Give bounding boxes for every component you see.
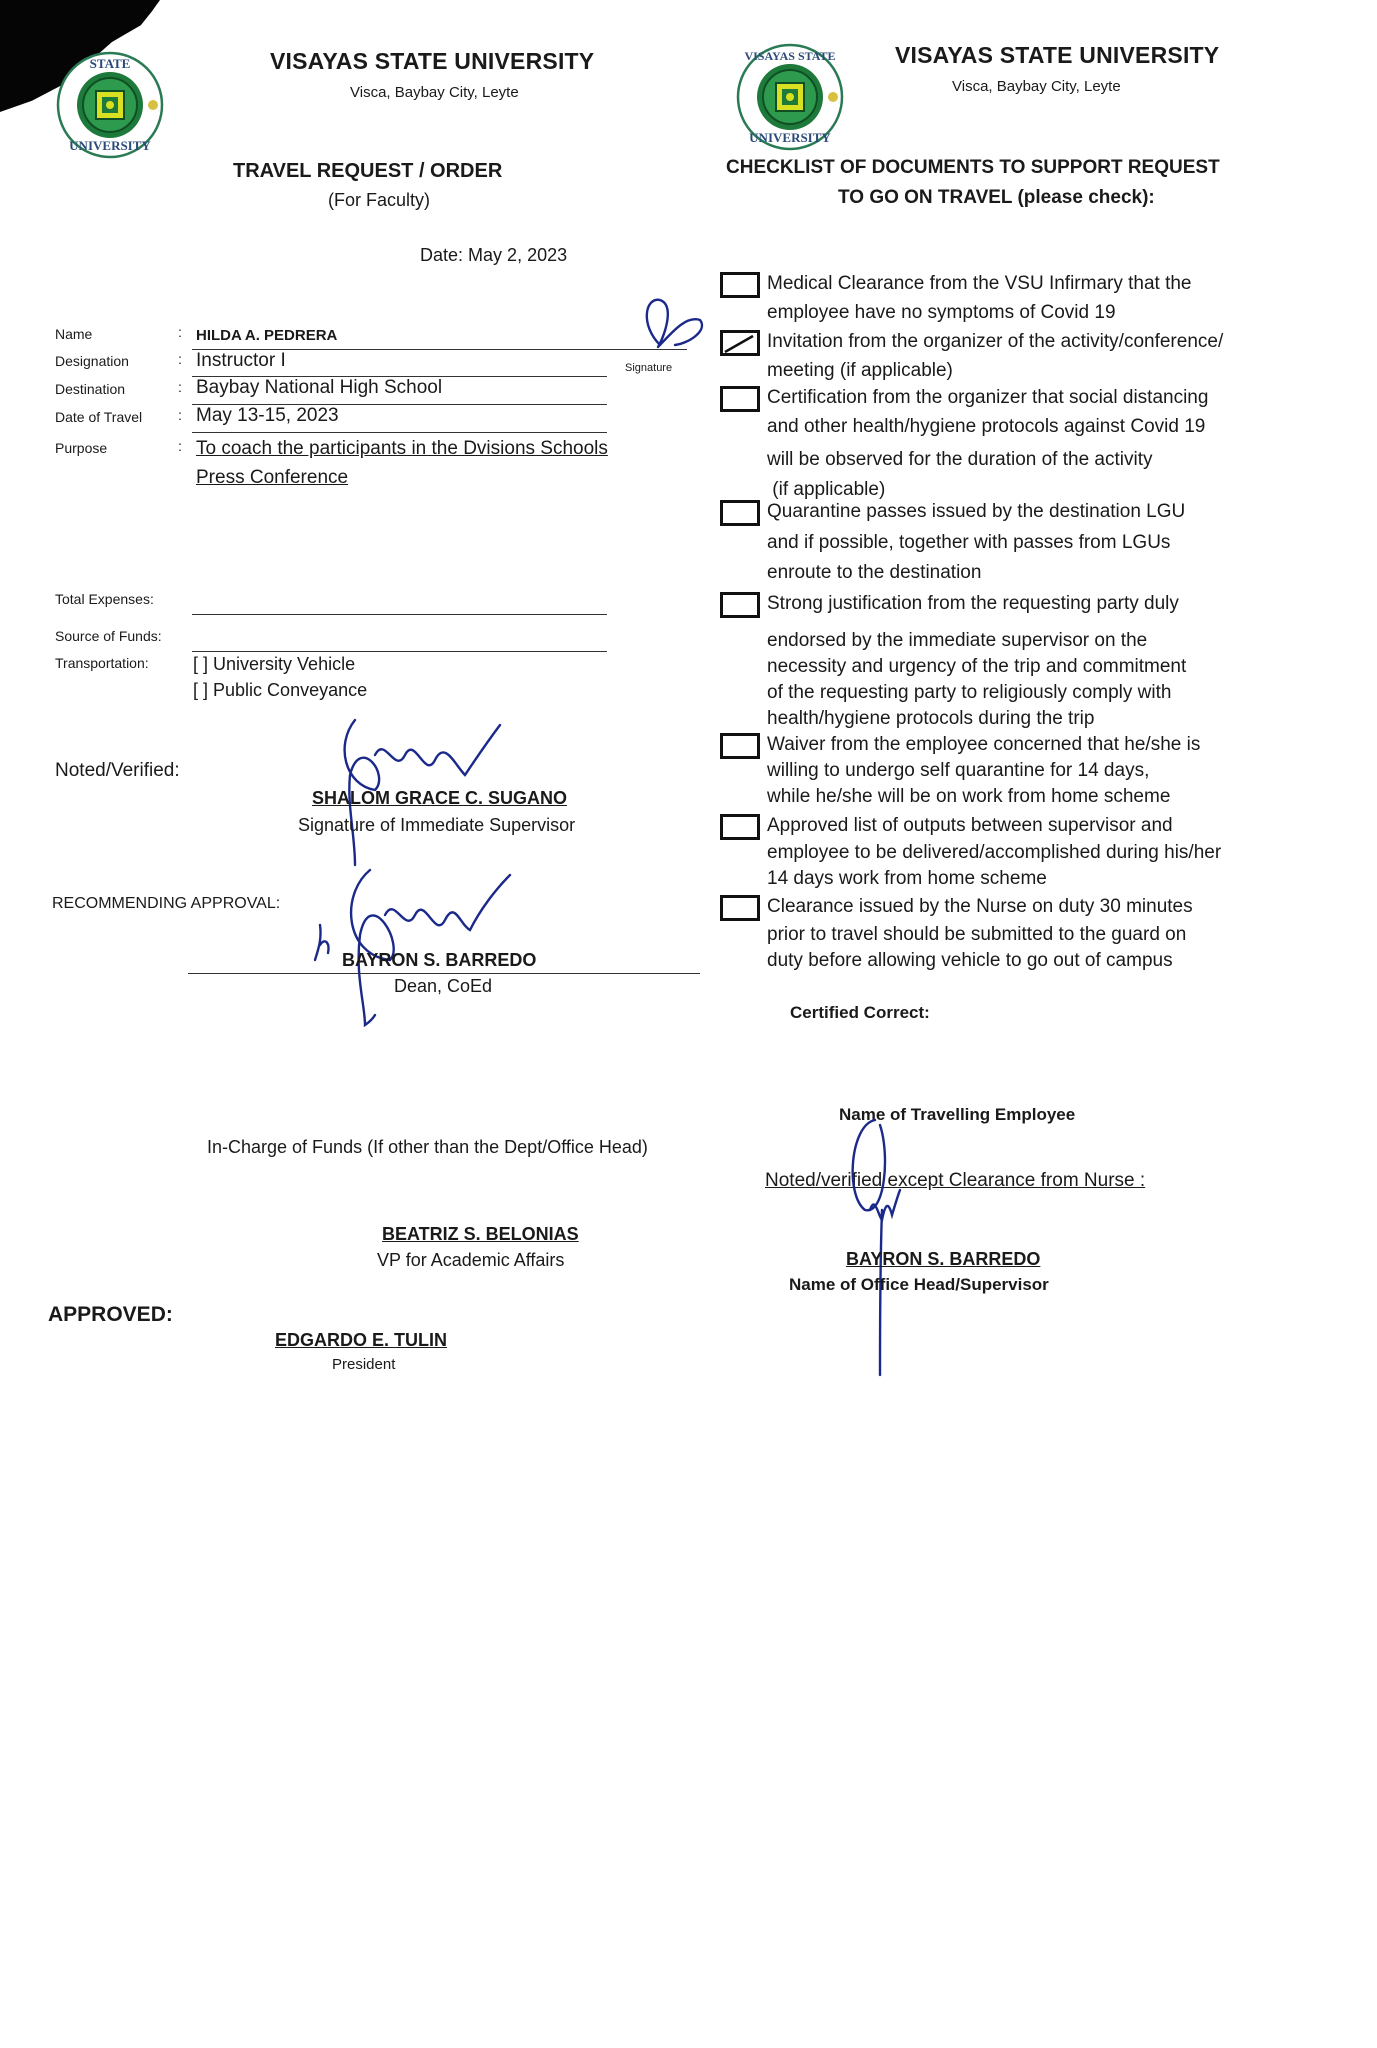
checklist-item-text: (if applicable): [767, 479, 886, 500]
checklist-item-text: Quarantine passes issued by the destination LGU: [767, 501, 1186, 522]
purpose-value-line1[interactable]: To coach the participants in the Dvisions Schools: [196, 438, 608, 459]
date-of-travel-label: Date of Travel: [55, 409, 143, 425]
checkbox-mark[interactable]: [ ]: [193, 654, 209, 674]
vsu-logo-icon: [55, 50, 165, 160]
checklist-item-text: Approved list of outputs between supervisor and: [767, 815, 1173, 836]
vsu-logo-icon: [735, 42, 845, 152]
office-head-name: BAYRON S. BARREDO: [846, 1249, 1041, 1269]
office-head-signature-icon: [830, 1115, 920, 1380]
checklist-checkbox[interactable]: [720, 592, 760, 618]
checklist-item-text: willing to undergo self quarantine for 14 days,: [767, 760, 1150, 781]
checklist-item-text: employee have no symptoms of Covid 19: [767, 302, 1116, 323]
checklist-item-text: meeting (if applicable): [767, 360, 953, 381]
checklist-item-text: employee to be delivered/accomplished during his/her: [767, 842, 1222, 863]
checklist-item-text: Waiver from the employee concerned that he/she is: [767, 734, 1201, 755]
checklist-item-text: Certification from the organizer that social distancing: [767, 387, 1209, 408]
dean-signature-icon: [310, 865, 530, 1030]
checklist-checkbox[interactable]: [720, 733, 760, 759]
checklist-item-text: Invitation from the organizer of the activity/conference/: [767, 331, 1224, 352]
noted-verified-label: Noted/Verified:: [55, 760, 180, 781]
president-title: President: [332, 1356, 396, 1373]
checklist-item-text: 14 days work from home scheme: [767, 868, 1047, 889]
checklist-item-text: while he/she will be on work from home scheme: [767, 786, 1171, 807]
check-mark-icon: [723, 333, 757, 353]
checklist-checkbox[interactable]: [720, 895, 760, 921]
approved-label: APPROVED:: [48, 1303, 173, 1326]
total-expenses-field[interactable]: [196, 590, 606, 610]
checklist-checkbox[interactable]: [720, 330, 760, 356]
checklist-item-text: and if possible, together with passes from LGUs: [767, 532, 1171, 553]
checklist-item-text: will be observed for the duration of the activity: [767, 449, 1153, 470]
date-of-travel-value[interactable]: May 13-15, 2023: [196, 405, 339, 426]
checklist-item-text: and other health/hygiene protocols against Covid 19: [767, 416, 1206, 437]
recommending-approval-label: RECOMMENDING APPROVAL:: [52, 895, 281, 912]
transport-option-public-conveyance[interactable]: [193, 680, 367, 701]
checklist-item-text: endorsed by the immediate supervisor on the: [767, 630, 1148, 651]
source-of-funds-underline: [192, 651, 607, 652]
noted-except-label: Noted/verified except Clearance from Nurse :: [765, 1170, 1146, 1191]
university-address: Visca, Baybay City, Leyte: [350, 84, 519, 101]
svg-text:UNIVERSITY: UNIVERSITY: [69, 138, 151, 153]
destination-value[interactable]: Baybay National High School: [196, 377, 443, 398]
colon: :: [178, 351, 182, 367]
option-label: University Vehicle: [213, 654, 356, 674]
checklist-item-text: health/hygiene protocols during the trip: [767, 708, 1095, 729]
purpose-label: Purpose: [55, 440, 108, 456]
checklist-item-text: of the requesting party to religiously comply with: [767, 682, 1172, 703]
svg-text:VISAYAS STATE: VISAYAS STATE: [744, 49, 836, 63]
checklist-item-text: Strong justification from the requesting party duly: [767, 593, 1179, 614]
designation-label: Designation: [55, 353, 129, 369]
university-address: Visca, Baybay City, Leyte: [952, 78, 1121, 95]
date-value: May 2, 2023: [468, 245, 568, 265]
date-label: Date:: [420, 245, 464, 265]
colon: :: [178, 379, 182, 395]
office-head-caption: Name of Office Head/Supervisor: [789, 1275, 1049, 1294]
total-expenses-underline: [192, 614, 607, 615]
checklist-item-text: Medical Clearance from the VSU Infirmary that the: [767, 273, 1192, 294]
option-label: Public Conveyance: [213, 680, 368, 700]
supervisor-caption: Signature of Immediate Supervisor: [298, 815, 576, 835]
checklist-item-text: duty before allowing vehicle to go out of campus: [767, 950, 1173, 971]
checklist-checkbox[interactable]: [720, 500, 760, 526]
checklist-checkbox[interactable]: [720, 386, 760, 412]
requester-signature-icon: [630, 295, 710, 355]
checklist-checkbox[interactable]: [720, 272, 760, 298]
svg-text:UNIVERSITY: UNIVERSITY: [749, 130, 831, 145]
checklist-title-line1: CHECKLIST OF DOCUMENTS TO SUPPORT REQUEST: [726, 157, 1220, 178]
source-of-funds-label: Source of Funds:: [55, 628, 162, 644]
in-charge-of-funds-label: In-Charge of Funds (If other than the Dept/Office Head): [207, 1137, 648, 1157]
checklist-checkbox[interactable]: [720, 814, 760, 840]
transport-option-university-vehicle[interactable]: [193, 654, 355, 675]
travelling-employee-caption: Name of Travelling Employee: [839, 1105, 1076, 1124]
vp-title: VP for Academic Affairs: [377, 1250, 565, 1270]
colon: :: [178, 407, 182, 423]
purpose-value-line2[interactable]: Press Conference: [196, 467, 349, 488]
university-name: VISAYAS STATE UNIVERSITY: [895, 42, 1220, 68]
checklist-title-line2: TO GO ON TRAVEL (please check):: [838, 187, 1155, 208]
supervisor-name: SHALOM GRACE C. SUGANO: [312, 788, 568, 808]
vp-name: BEATRIZ S. BELONIAS: [382, 1224, 579, 1244]
svg-text:STATE: STATE: [89, 56, 131, 71]
dean-title: Dean, CoEd: [394, 976, 493, 996]
checklist-item-text: necessity and urgency of the trip and commitment: [767, 656, 1187, 677]
designation-value[interactable]: Instructor I: [196, 350, 286, 371]
dean-name: BAYRON S. BARREDO: [342, 950, 537, 970]
signature-caption: Signature: [625, 362, 673, 374]
checklist-item-text: Clearance issued by the Nurse on duty 30 minutes: [767, 896, 1193, 917]
transportation-label: Transportation:: [55, 655, 149, 671]
name-label: Name: [55, 326, 93, 342]
university-name: VISAYAS STATE UNIVERSITY: [270, 48, 595, 74]
president-name: EDGARDO E. TULIN: [275, 1330, 448, 1350]
dean-signature-line: [188, 973, 700, 974]
request-date: [420, 245, 567, 266]
certified-correct-label: Certified Correct:: [790, 1003, 930, 1022]
colon: :: [178, 438, 182, 454]
colon: :: [178, 324, 182, 340]
form-title: TRAVEL REQUEST / ORDER: [233, 160, 503, 182]
form-subtitle: (For Faculty): [328, 190, 431, 210]
checklist-item-text: prior to travel should be submitted to the guard on: [767, 924, 1187, 945]
total-expenses-label: Total Expenses:: [55, 591, 154, 607]
source-of-funds-field[interactable]: [196, 627, 606, 647]
name-value[interactable]: HILDA A. PEDRERA: [196, 327, 338, 344]
checklist-item-text: enroute to the destination: [767, 562, 982, 583]
date-of-travel-underline: [192, 432, 607, 433]
destination-label: Destination: [55, 381, 126, 397]
checkbox-mark[interactable]: [ ]: [193, 680, 209, 700]
